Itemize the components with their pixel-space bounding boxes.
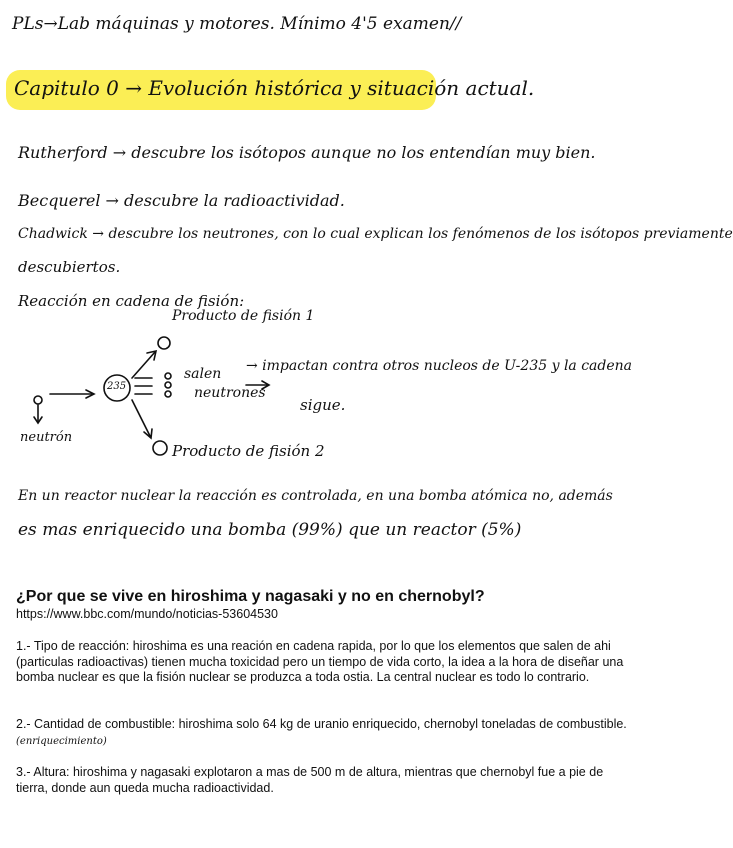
impactan-note-line1: → impactan contra otros nucleos de U-235 y la cadena	[246, 358, 633, 374]
enriquecimiento-note: (enriquecimiento)	[16, 735, 107, 747]
u235-label: 235	[107, 381, 127, 392]
released-neutron	[165, 391, 171, 397]
chapter-title: Capitulo 0 → Evolución histórica y situación actual.	[14, 76, 535, 100]
becquerel-note: Becquerel → descubre la radioactividad.	[18, 191, 345, 210]
arrow-to-product-1	[132, 352, 155, 378]
reactor-note-line2: es mas enriquecido una bomba (99%) que un reactor (5%)	[18, 520, 522, 540]
released-neutron	[165, 382, 171, 388]
salen-label: salen	[184, 366, 222, 382]
article-url[interactable]: https://www.bbc.com/mundo/noticias-53604530	[16, 607, 278, 621]
released-neutron	[165, 373, 171, 379]
point-altitude: 3.- Altura: hiroshima y nagasaki explotaron a mas de 500 m de altura, mientras que chernobyl fue a pie de tierra, donde aun queda mucha radioactividad.	[16, 765, 604, 795]
point-fuel-amount	[16, 717, 628, 749]
chadwick-note-line1: Chadwick → descubre los neutrones, con lo cual explican los fenómenos de los isótopos previamente	[18, 226, 733, 242]
neutron-particle	[34, 396, 42, 404]
fission-product-1: Producto de fisión 1	[172, 308, 315, 324]
header-note: PLs→Lab máquinas y motores. Mínimo 4'5 examen//	[12, 14, 462, 34]
fission-product-2-nucleus	[153, 441, 167, 455]
article-title: ¿Por que se vive en hiroshima y nagasaki y no en chernobyl?	[16, 588, 485, 605]
point-fuel-amount-text: 2.- Cantidad de combustible: hiroshima solo 64 kg de uranio enriquecido, chernobyl toneladas de combustible.	[16, 717, 627, 731]
arrow-to-product-2	[132, 400, 150, 436]
neutrones-label: neutrones	[194, 385, 266, 401]
point-reaction-type: 1.- Tipo de reacción: hiroshima es una reación en cadena rapida, por lo que los elementos que salen de ahi (particulas radioactivas) tienen mucha toxicidad pero un tiempo de vida corto, la idea a la hora de diseñar una bomba nuclear es que la fisión nuclear se produzca a toda ostia. La central nuclear es todo lo contrario.	[16, 639, 624, 684]
chadwick-note-line2: descubiertos.	[18, 258, 121, 276]
rutherford-note: Rutherford → descubre los isótopos aunque no los entendían muy bien.	[18, 143, 596, 162]
fission-product-1-nucleus	[158, 337, 170, 349]
reaction-title: Reacción en cadena de fisión:	[18, 292, 245, 310]
reactor-note-line1: En un reactor nuclear la reacción es controlada, en una bomba atómica no, además	[18, 488, 613, 504]
impactan-note-line2: sigue.	[300, 396, 346, 414]
fission-product-2: Producto de fisión 2	[172, 442, 325, 460]
neutron-label: neutrón	[20, 430, 73, 445]
